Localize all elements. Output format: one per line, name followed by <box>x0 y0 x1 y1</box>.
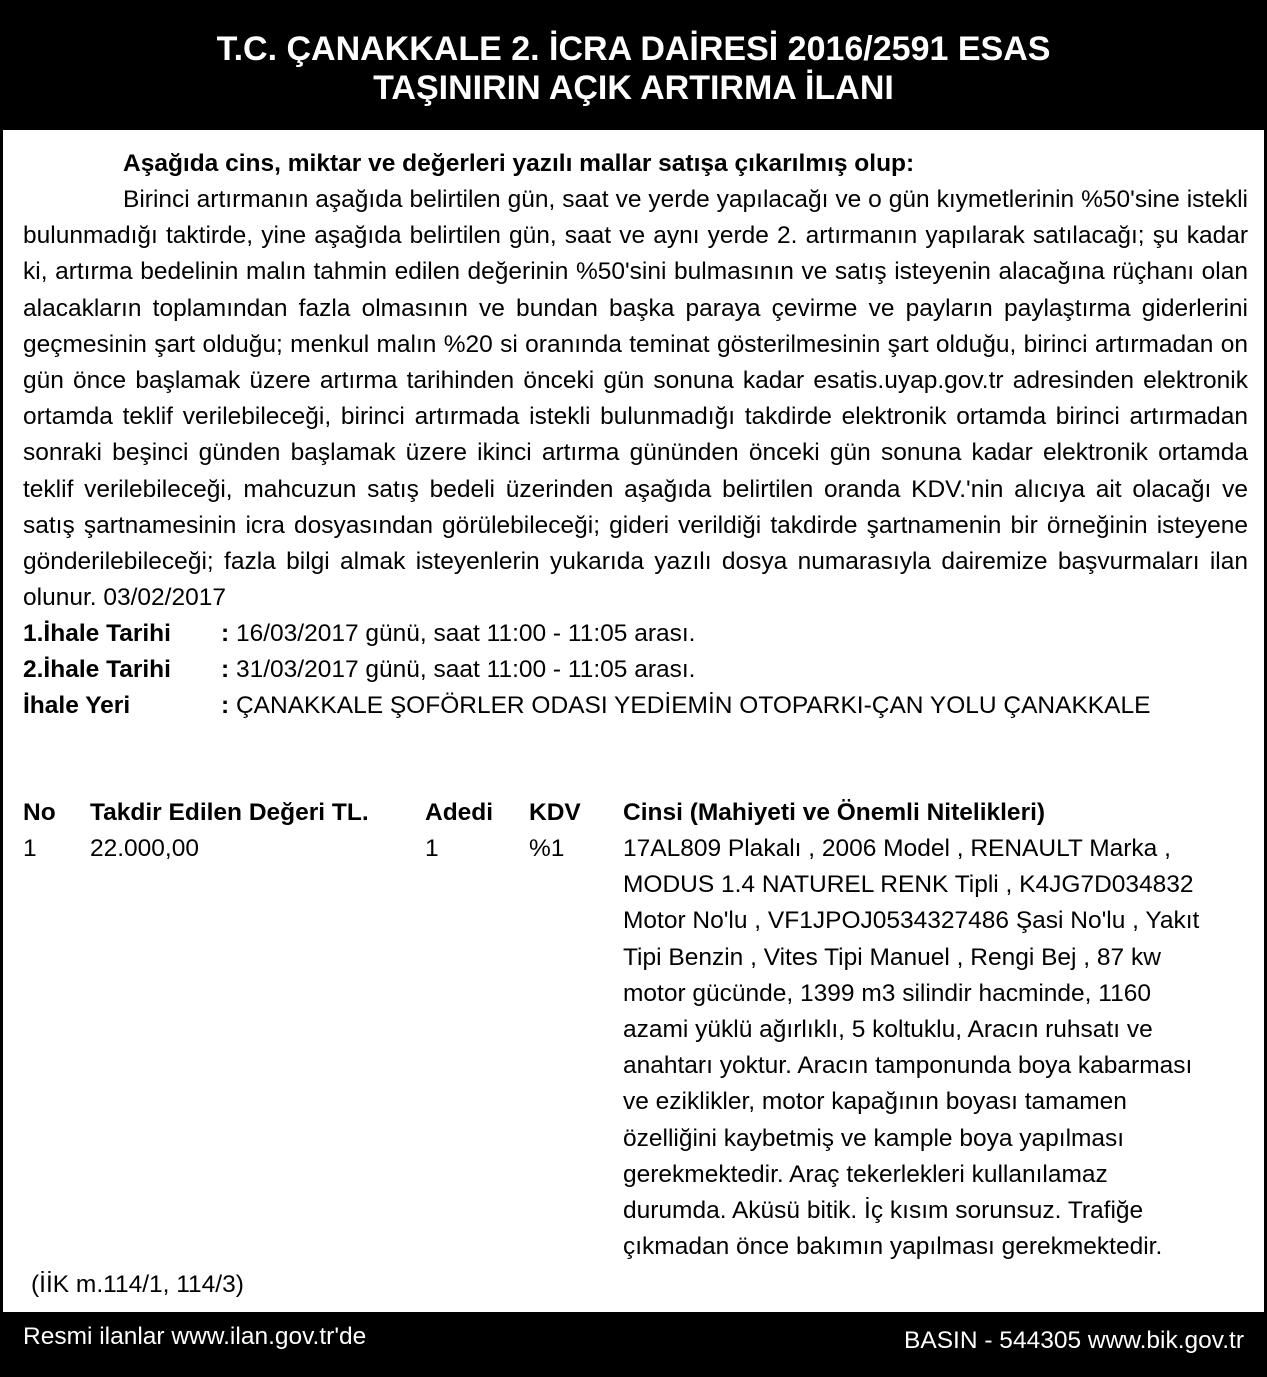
intro-bold: Aşağıda cins, miktar ve değerleri yazılı mallar satışa çıkarılmış olup: <box>123 150 915 177</box>
desc-line: motor gücünde, 1399 m3 silindir hacminde, 1160 <box>623 979 1151 1007</box>
tender-colon: : <box>221 692 230 720</box>
tender-colon: : <box>221 620 230 648</box>
cell-desc <box>623 831 1248 1265</box>
tender-value-wrap <box>221 652 695 688</box>
tender-info <box>23 616 1248 724</box>
footer-left-text: Resmi ilanlar www.ilan.gov.tr'de <box>23 1323 367 1350</box>
tender-value: 16/03/2017 günü, saat 11:00 - 11:05 arası. <box>229 620 696 648</box>
law-reference: (İİK m.114/1, 114/3) <box>31 1271 244 1298</box>
tender-value-wrap <box>221 688 1150 724</box>
tender-value: ÇANAKKALE ŞOFÖRLER ODASI YEDİEMİN OTOPARKI-ÇAN YOLU ÇANAKKALE <box>229 692 1151 720</box>
notice-paragraph: Birinci artırmanın aşağıda belirtilen gün, saat ve yerde yapılacağı ve o gün kıymetlerinin %50'sine istekli bulunmadığı taktirde, yine aşağıda belirtilen gün, saat ve aynı yerde 2. artırmanın yapılarak satılacağı; şu kadar ki, artırma bedelinin malın tahmin edilen değerinin %50'sini bulmasının ve satış isteyenin alacağına rüçhanı olan alacakların toplamından fazla olmasının ve bundan başka paraya çevirme ve payların paylaştırma giderlerini geçmesinin şart olduğu; menkul malın %20 si oranında teminat gösterilmesinin şart olduğu, birinci artırmadan on gün önce başlamak üzere artırma tarihinden önceki gün sonuna kadar esatis.uyap.gov.tr adresinden elektronik ortamda teklif verilebileceği, birinci artırmada istekli bulunmadığı takdirde elektronik ortamda birinci artırmadan sonraki beşinci günden başlamak üzere ikinci artırma gününden önceki gün sonuna kadar elektronik ortamda teklif verilebileceği, mahcuzun satış bedeli üzerinden aşağıda belirtilen oranda KDV.'nin alıcıya ait olacağı ve satış şartnamesinin icra dosyasından görülebileceği; gideri verildiği takdirde şartnamenin bir örneğinin isteyene gönderilebileceği; fazla bilgi almak isteyenlerin yukarıda yazılı dosya numarasıyla dairemize başvurmaları ilan olunur. 03/02/2017 <box>23 186 1248 612</box>
desc-line: Motor No'lu , VF1JPOJ0534327486 Şasi No'lu , Yakıt <box>623 907 1200 935</box>
desc-line: MODUS 1.4 NATUREL RENK Tipli , K4JG7D034832 <box>623 871 1194 899</box>
col-value-header: Takdir Edilen Değeri TL. <box>90 799 369 826</box>
cell-value: 22.000,00 <box>90 835 199 862</box>
tender-value: 31/03/2017 günü, saat 11:00 - 11:05 arası. <box>229 656 696 684</box>
header-title-line2: TAŞINIRIN AÇIK ARTIRMA İLANI <box>373 69 894 107</box>
notice-footer <box>3 1312 1264 1374</box>
tender-row <box>23 688 1248 724</box>
tender-label: İhale Yeri <box>23 692 131 720</box>
desc-line: çıkmadan önce bakımın yapılması gerekmektedir. <box>623 1233 1163 1261</box>
tender-row <box>23 652 1248 688</box>
cell-qty: 1 <box>425 835 439 862</box>
table-header-row <box>23 795 1248 831</box>
col-desc-header: Cinsi (Mahiyeti ve Önemli Nitelikleri) <box>623 799 1046 826</box>
desc-line: anahtarı yoktur. Aracın tamponunda boya kabarması <box>623 1052 1193 1080</box>
tender-row <box>23 616 1248 652</box>
col-no-header: No <box>23 799 56 826</box>
desc-line: durumda. Aküsü bitik. İç kısım sorunsuz. Trafiğe <box>623 1197 1144 1225</box>
desc-line: Tipi Benzin , Vites Tipi Manuel , Rengi Bej , 87 kw <box>623 943 1161 971</box>
cell-kdv: %1 <box>529 835 565 862</box>
desc-line: gerekmektedir. Araç tekerlekleri kullanılamaz <box>623 1160 1108 1188</box>
col-kdv-header: KDV <box>529 799 581 826</box>
desc-line: ve eziklikler, motor kapağının boyası tamamen <box>623 1088 1127 1116</box>
footer-right-text: BASIN - 544305 www.bik.gov.tr <box>904 1327 1244 1354</box>
desc-line: 17AL809 Plakalı , 2006 Model , RENAULT Marka , <box>623 835 1171 862</box>
tender-label: 2.İhale Tarihi <box>23 656 171 684</box>
header-title-line1: T.C. ÇANAKKALE 2. İCRA DAİRESİ 2016/2591 ESAS <box>216 30 1051 68</box>
table-row <box>23 831 1248 1265</box>
desc-line: azami yüklü ağırlıklı, 5 koltuklu, Aracın ruhsatı ve <box>623 1016 1153 1044</box>
items-table <box>23 795 1248 1265</box>
notice-header <box>3 3 1264 130</box>
tender-value-wrap <box>221 616 695 652</box>
desc-line: özelliğini kaybetmiş ve kample boya yapılması <box>623 1124 1125 1152</box>
col-qty-header: Adedi <box>425 799 494 826</box>
tender-colon: : <box>221 656 230 684</box>
notice-body <box>23 146 1248 724</box>
tender-label: 1.İhale Tarihi <box>23 620 171 648</box>
cell-no: 1 <box>23 835 37 862</box>
